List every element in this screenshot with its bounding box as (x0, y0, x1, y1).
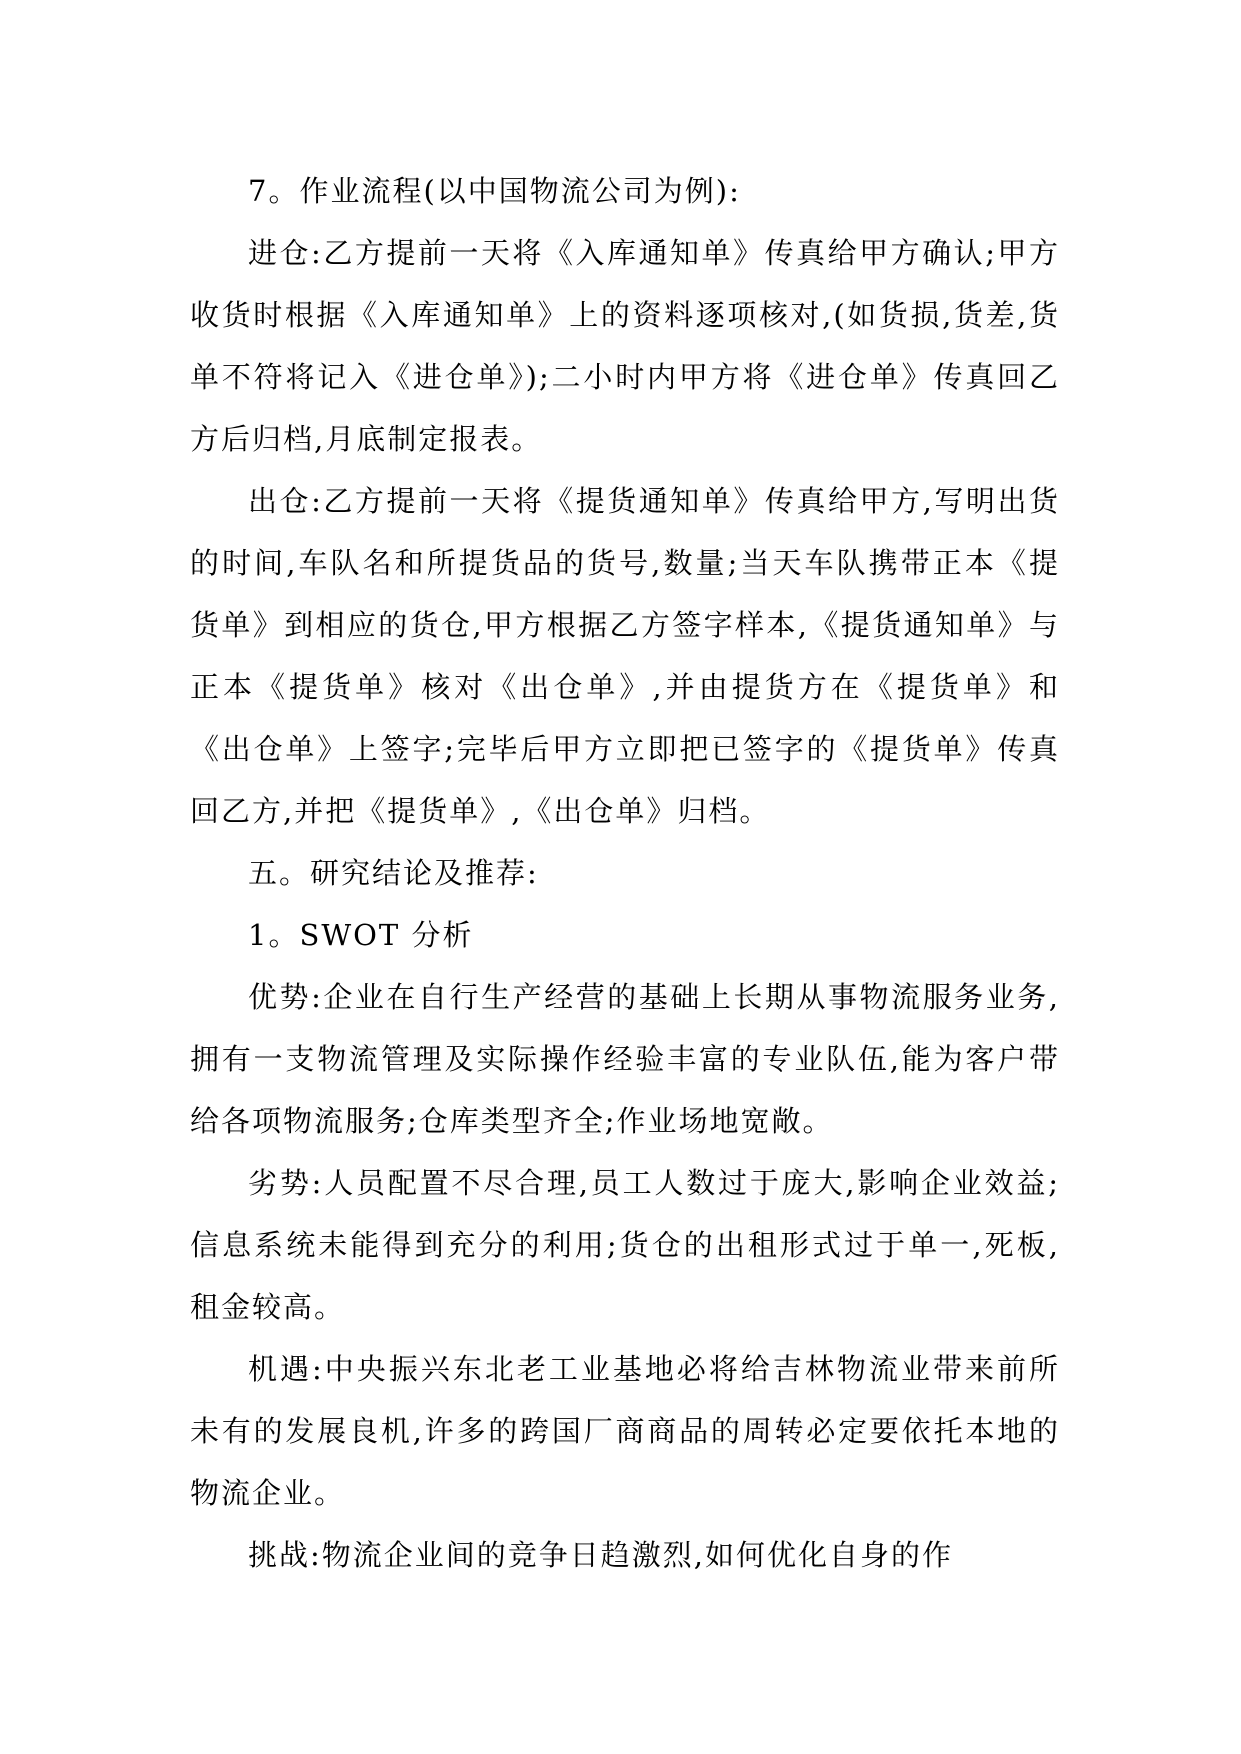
threats-paragraph: 挑战:物流企业间的竞争日趋激烈,如何优化自身的作 (248, 1538, 953, 1572)
section-5-heading: 五。研究结论及推荐: (248, 856, 539, 890)
inbound-paragraph: 进仓:乙方提前一天将《入库通知单》传真给甲方确认;甲方收货时根据《入库通知单》上的资料逐项核对,(如货损,货差,货单不符将记入《进仓单》);二小时内甲方将《进仓单》传真回乙方后归档,月底制定报表。 (190, 236, 1060, 456)
swot-heading: 1。SWOT 分析 (248, 918, 474, 952)
opportunities-paragraph: 机遇:中央振兴东北老工业基地必将给吉林物流业带来前所未有的发展良机,许多的跨国厂商商品的周转必定要依托本地的物流企业。 (190, 1352, 1060, 1510)
section-7-heading: 7。作业流程(以中国物流公司为例): (248, 174, 741, 208)
document-body (190, 160, 1060, 1586)
strengths-paragraph: 优势:企业在自行生产经营的基础上长期从事物流服务业务,拥有一支物流管理及实际操作经验丰富的专业队伍,能为客户带给各项物流服务;仓库类型齐全;作业场地宽敞。 (190, 980, 1060, 1138)
weaknesses-paragraph: 劣势:人员配置不尽合理,员工人数过于庞大,影响企业效益;信息系统未能得到充分的利用;货仓的出租形式过于单一,死板,租金较高。 (190, 1166, 1060, 1324)
outbound-paragraph: 出仓:乙方提前一天将《提货通知单》传真给甲方,写明出货的时间,车队名和所提货品的货号,数量;当天车队携带正本《提货单》到相应的货仓,甲方根据乙方签字样本,《提货通知单》与正本《提货单》核对《出仓单》,并由提货方在《提货单》和《出仓单》上签字;完毕后甲方立即把已签字的《提货单》传真回乙方,并把《提货单》,《出仓单》归档。 (190, 484, 1060, 828)
